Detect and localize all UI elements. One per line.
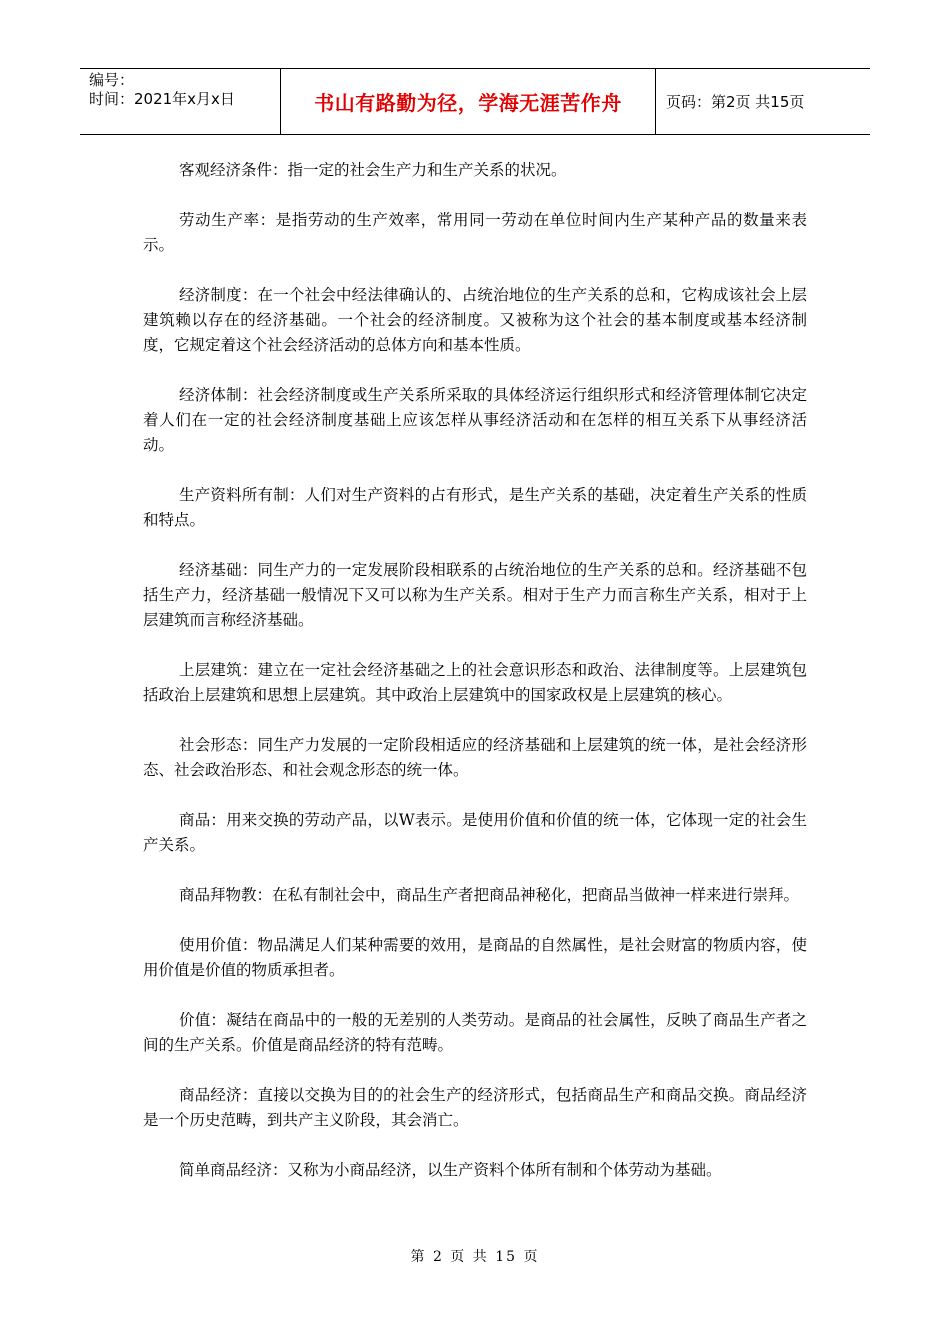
- number-label: 编号：: [89, 71, 135, 89]
- paragraph: 经济制度：在一个社会中经法律确认的、占统治地位的生产关系的总和，它构成该社会上层建筑赖以存在的经济基础。一个社会的经济制度。又被称为这个社会的基本制度或基本经济制度，它规定着这个社会经济活动的总体方向和基本性质。: [143, 286, 807, 354]
- paragraph: 劳动生产率：是指劳动的生产效率，常用同一劳动在单位时间内生产某种产品的数量来表示。: [143, 211, 807, 254]
- page-footer: 第 2 页 共 15 页: [410, 1249, 540, 1265]
- paragraph: 简单商品经济：又称为小商品经济，以生产资料个体所有制和个体劳动为基础。: [179, 1161, 722, 1179]
- paragraph: 商品拜物教：在私有制社会中，商品生产者把商品神秘化，把商品当做神一样来进行崇拜。: [179, 886, 800, 904]
- page-header: [80, 68, 870, 135]
- paragraph: 价值：凝结在商品中的一般的无差别的人类劳动。是商品的社会属性，反映了商品生产者之间的生产关系。价值是商品经济的特有范畴。: [143, 1011, 807, 1054]
- document-body: [143, 158, 807, 1208]
- paragraph: 经济体制：社会经济制度或生产关系所采取的具体经济运行组织形式和经济管理体制它决定着人们在一定的社会经济制度基础上应该怎样从事经济活动和在怎样的相互关系下从事经济活动。: [143, 386, 807, 454]
- paragraph: 社会形态：同生产力发展的一定阶段相适应的经济基础和上层建筑的统一体，是社会经济形态、社会政治形态、和社会观念形态的统一体。: [143, 736, 807, 779]
- paragraph: 使用价值：物品满足人们某种需要的效用，是商品的自然属性，是社会财富的物质内容，使用价值是价值的物质承担者。: [143, 936, 807, 979]
- paragraph: 生产资料所有制：人们对生产资料的占有形式，是生产关系的基础，决定着生产关系的性质和特点。: [143, 486, 807, 529]
- paragraph: 上层建筑：建立在一定社会经济基础之上的社会意识形态和政治、法律制度等。上层建筑包括政治上层建筑和思想上层建筑。其中政治上层建筑中的国家政权是上层建筑的核心。: [143, 661, 807, 704]
- header-meta: [80, 69, 281, 134]
- header-page-info: 页码：第2页 共15页: [666, 93, 805, 111]
- header-motto: 书山有路勤为径，学海无涯苦作舟: [281, 69, 656, 134]
- paragraph: 商品经济：直接以交换为目的的社会生产的经济形式，包括商品生产和商品交换。商品经济是一个历史范畴，到共产主义阶段，其会消亡。: [143, 1086, 807, 1129]
- date-label: 时间：2021年x月x日: [89, 90, 235, 108]
- paragraph: 商品：用来交换的劳动产品，以W表示。是使用价值和价值的统一体，它体现一定的社会生产关系。: [143, 811, 807, 854]
- paragraph: 经济基础：同生产力的一定发展阶段相联系的占统治地位的生产关系的总和。经济基础不包括生产力，经济基础一般情况下又可以称为生产关系。相对于生产力而言称生产关系，相对于上层建筑而言称经济基础。: [143, 561, 807, 629]
- paragraph: 客观经济条件：指一定的社会生产力和生产关系的状况。: [179, 161, 567, 179]
